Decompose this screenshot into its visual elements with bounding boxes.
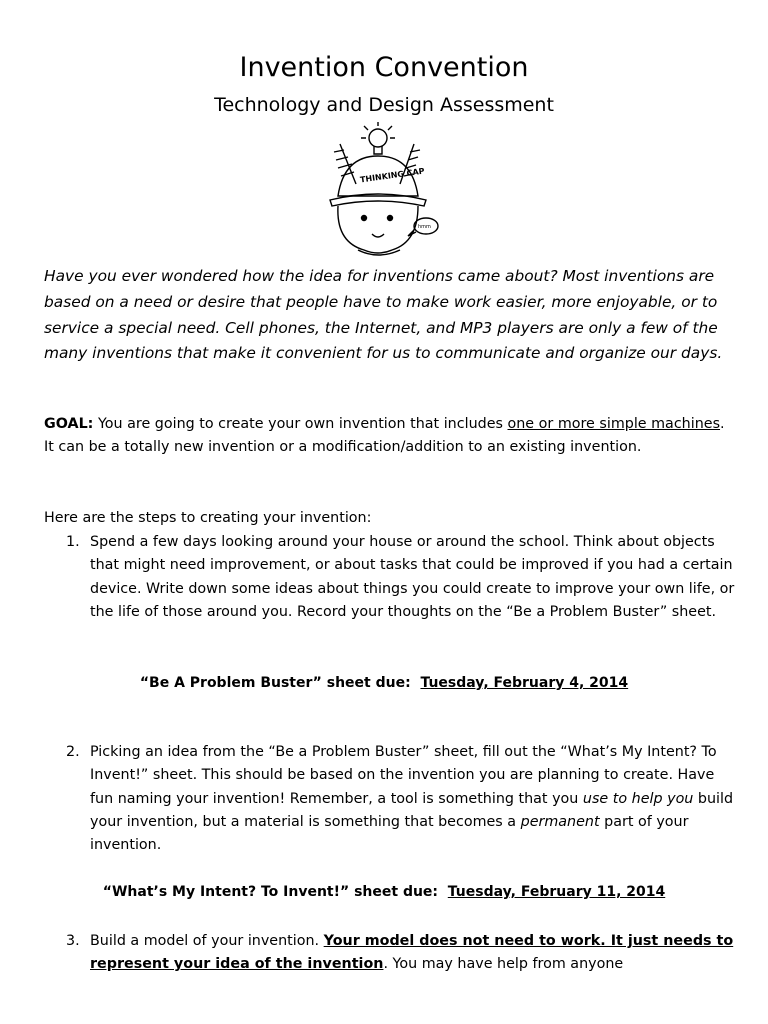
step-2-text [90,741,736,857]
step-2-text-3: part of your invention. [90,813,689,854]
step-1-number: 1. [66,534,80,550]
step-3-text-2: . You may have help from anyone [383,956,624,973]
step-1-due [0,675,768,691]
step-3-text-1: Build a model of your invention. [90,933,324,949]
goal-text-after: . It can be a totally new invention or a modification/addition to an existing invention. [44,416,725,456]
step-2-italic-1: use to help you [582,790,694,807]
step-3-emphasis: Your model does not need to work. It just needs to represent your idea of the invention [90,933,734,973]
thinking-cap-illustration [314,122,448,258]
page-subtitle: Technology and Design Assessment [214,94,554,116]
step-2-text-2: build your invention, but a material is something that becomes a [90,790,734,830]
step-1-due-label: “Be A Problem Buster” sheet due: [139,675,411,691]
step-3-number: 3. [66,933,80,949]
step-2-text-1: Picking an idea from the “Be a Problem Buster” sheet, fill out the “What’s My Intent? To Invent!” sheet. This should be based on the invention you are planning to create. Have fun naming your invention! Remember, a tool is something that you [90,744,717,807]
step-2-number: 2. [66,744,80,760]
step-3-text [90,930,736,977]
steps-intro: Here are the steps to creating your invention: [44,510,372,526]
speech-bubble-text: hmm [418,224,431,230]
step-1-due-date: Tuesday, February 4, 2014 [420,675,629,691]
step-2 [66,741,736,857]
step-2-due-label: “What’s My Intent? To Invent!” sheet due: [102,884,439,900]
goal-label: GOAL: [44,416,94,432]
intro-paragraph: Have you ever wondered how the idea for inventions came about? Most inventions are based on a need or desire that people have to make work easier, more enjoyable, or to service a special need. Cell phones, the Internet, and MP3 players are only a few of the many inventions that make it convenient for us to communicate and organize our days. [44,267,723,363]
page-title: Invention Convention [239,52,529,83]
goal-paragraph [44,413,734,460]
step-1 [66,531,736,624]
goal-underlined: one or more simple machines [507,416,721,432]
goal-text-before: You are going to create your own invention that includes [93,416,508,432]
step-1-text: Spend a few days looking around your house or around the school. Think about objects that might need improvement, or about tasks that could be improved if you had a certain device. Write down some ideas about things you could create to improve your own life, or the life of those around you. Record your thoughts on the “Be a Problem Buster” sheet. [90,534,735,620]
step-2-due-date: Tuesday, February 11, 2014 [447,884,666,900]
step-2-due [0,884,768,900]
step-2-italic-2: permanent [520,813,600,830]
step-3 [66,930,736,977]
cap-label: THINKING CAP [359,166,426,185]
